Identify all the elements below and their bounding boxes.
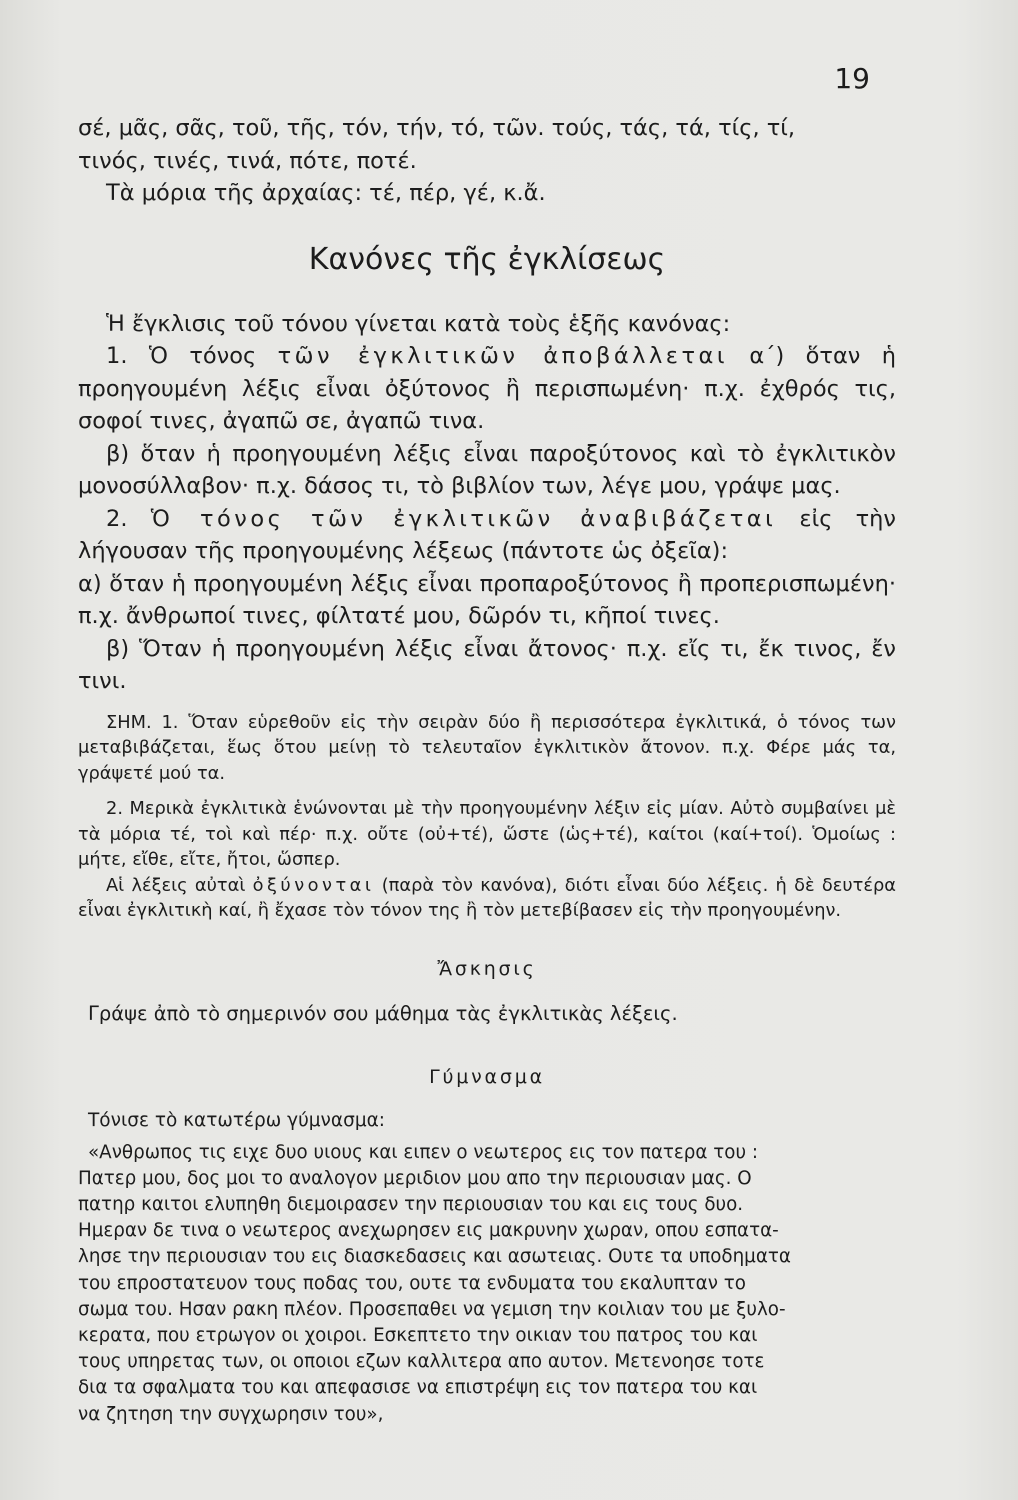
exercise-text: Γράψε ἀπὸ τὸ σημερινόν σου μάθημα τὰς ἐγκλιτικὰς λέξεις. (88, 1001, 678, 1025)
note-3-spaced: ὀξύνονται (252, 874, 375, 896)
intro-line-1: σέ, μᾶς, σᾶς, τοῦ, τῆς, τόν, τήν, τό, τῶν. τούς, τάς, τά, τίς, τί, (78, 115, 796, 141)
rules-intro: Ἡ ἔγκλισις τοῦ τόνου γίνεται κατὰ τοὺς ἑξῆς κανόνας: (106, 310, 731, 337)
page-number: 19 (834, 62, 870, 95)
rule-1-label: α΄) (749, 343, 785, 369)
rule-2-spaced: Ὁ τόνος τῶν ἐγκλιτικῶν ἀναβιβάζεται (150, 505, 777, 532)
gymnasma-line: κερατα, που ετρωγον οι χοιροι. Εσκεπτετο την οικιαν του πατρος του και (78, 1324, 758, 1346)
rule-1 (78, 340, 896, 438)
particles-line: Τὰ μόρια τῆς ἀρχαίας: τέ, πέρ, γέ, κ.ἄ. (106, 180, 546, 206)
note-3-lead: Αἱ λέξεις αὐταὶ (106, 874, 246, 896)
gymnasma-text (78, 1140, 896, 1428)
page-body (78, 112, 896, 1428)
note-3 (78, 873, 896, 924)
note-2: 2. Μερικὰ ἐγκλιτικὰ ἑνώνονται μὲ τὴν προηγουμένην λέξιν εἰς μίαν. Αὐτὸ συμβαίνει μὲ τὰ μόρια τέ, τοὶ καὶ πέρ· π.χ. οὔτε (οὐ+τέ), ὥστε (ὡς+τέ), καίτοι (καί+τοί). Ὁμοίως : μήτε, εἴθε, εἴτε, ἤτοι, ὥσπερ. (78, 798, 896, 870)
gymnasma-line: να ζητηση την συγχωρησιν του», (78, 1403, 384, 1425)
rule-2 (78, 503, 896, 568)
gymnasma-line: τους υπηρετας των, οι οποιοι εζων καλλιτερα απο αυτον. Μετενοησε τοτε (78, 1351, 765, 1373)
gymnasma-line: Πατερ μου, δος μοι το αναλογον μεριδιον μου απο την περιουσιαν μας. Ο (78, 1167, 752, 1189)
exercise-title: Ἄσκησις (437, 957, 537, 980)
rule-1-number: 1. (106, 343, 128, 369)
note-3-rest: (παρὰ τὸν κανόνα), διότι εἶναι δύο λέξεις. ἡ δὲ δευτέρα εἶναι ἐγκλιτικὴ καί, ἢ ἔχασε τὸν τόνον της ἢ τὸν μετεβίβασεν εἰς τὴν προηγουμένην. (78, 874, 896, 921)
rule-2-text: εἰς τὴν λήγουσαν τῆς προηγουμένης λέξεως (πάντοτε ὡς ὀξεῖα): (78, 505, 896, 564)
gymnasma-line: του επροστατευον τους ποδας του, ουτε τα ενδυματα του εκαλυπταν το (78, 1272, 746, 1294)
gymnasma-title: Γύμνασμα (429, 1065, 545, 1088)
intro-line-2: τινός, τινές, τινά, πότε, ποτέ. (78, 147, 417, 174)
gymnasma-intro: Τόνισε τὸ κατωτέρω γύμνασμα: (88, 1109, 386, 1131)
gymnasma-line: λησε την περιουσιαν του εις διασκεδασεις και ασωτειας. Ουτε τα υποδηματα (78, 1246, 791, 1268)
note-1: ΣΗΜ. 1. Ὅταν εὑρεθοῦν εἰς τὴν σειρὰν δύο ἢ περισσότερα ἐγκλιτικά, ὁ τόνος των μεταβιβάζεται, ἕως ὅτου μείνῃ τὸ τελευταῖον ἐγκλιτικὸν ἄτονον. π.χ. Φέρε μάς τα, γράψετέ μού τα. (78, 711, 896, 784)
rule-2-a: α) ὅταν ἡ προηγουμένη λέξις εἶναι προπαροξύτονος ἢ προπερισπωμένη· π.χ. ἄνθρωποί τινες, φίλτατέ μου, δῶρόν τι, κῆποί τινες. (78, 570, 896, 629)
rule-1-spaced: τῶν ἐγκλιτικῶν ἀποβάλλεται (277, 343, 728, 369)
rule-1-b: β) ὅταν ἡ προηγουμένη λέξις εἶναι παροξύτονος καὶ τὸ ἐγκλιτικὸν μονοσύλλαβον· π.χ. δάσος τι, τὸ βιβλίον των, λέγε μου, γράψε μας. (78, 440, 896, 499)
gymnasma-line: σωμα του. Ησαν ρακη πλέον. Προσεπαθει να γεμιση την κοιλιαν του με ξυλο- (78, 1298, 786, 1320)
gymnasma-line: «Ανθρωπος τις ειχε δυο υιους και ειπεν ο νεωτερος εις τον πατερα του : (88, 1141, 758, 1163)
rule-2-number: 2. (106, 505, 128, 532)
rule-1-lead: Ὁ τόνος (148, 343, 257, 369)
rule-2-b: β) Ὅταν ἡ προηγουμένη λέξις εἶναι ἄτονος· π.χ. εἴς τι, ἔκ τινος, ἔν τινι. (78, 635, 896, 694)
gymnasma-line: Ημεραν δε τινα ο νεωτερος ανεχωρησεν εις μακρυνην χωραν, οπου εσπατα- (78, 1220, 779, 1242)
rule-1-text: ὅταν ἡ προηγουμένη λέξις εἶναι ὀξύτονος ἢ περισπωμένη· π.χ. ἐχθρός τις, σοφοί τινες, ἀγαπῶ σε, ἀγαπῶ τινα. (78, 343, 897, 434)
gymnasma-line: πατηρ καιτοι ελυπηθη διεμοιρασεν την περιουσιαν του και εις τους δυο. (78, 1193, 744, 1215)
section-heading: Κανόνες τῆς ἐγκλίσεως (308, 241, 666, 277)
gymnasma-line: δια τα σφαλματα του και απεφασισε να επιστρέψη εις τον πατερα του και (78, 1377, 758, 1399)
